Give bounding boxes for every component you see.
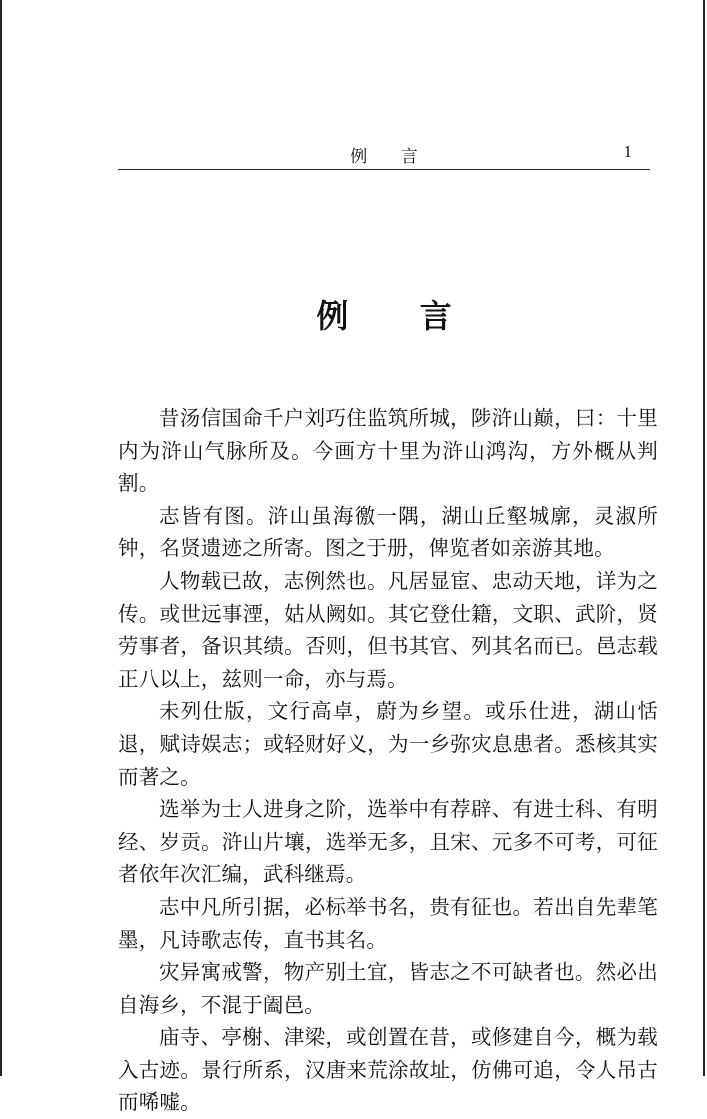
paragraph-local-worthies: 未列仕版，文行高卓，蔚为乡望。或乐仕进，湖山恬退，赋诗娱志；或轻财好义，为一乡弥灾息患者。悉核其实而著之。 — [118, 699, 658, 789]
chapter-title: 例 言 — [316, 297, 482, 336]
page-number: 1 — [623, 142, 632, 161]
body-text — [118, 402, 658, 1119]
paragraph-disasters-products: 灾异寓戒警，物产别土宜，皆志之不可缺者也。然必出自海乡，不混于阖邑。 — [118, 960, 658, 1017]
paragraph-historic-sites: 庙寺、亭榭、津梁，或创置在昔，或修建自今，概为载入古迹。景行所系，汉唐来荒涂故址，仿佛可追，令人吊古而唏嘘。 — [118, 1025, 658, 1115]
running-head-title: 例 言 — [350, 147, 432, 167]
paragraph-citations: 志中凡所引据，必标举书名，贵有征也。若出自先辈笔墨，凡诗歌志传，直书其名。 — [118, 894, 658, 952]
paragraph-biographies: 人物载已故，志例然也。凡居显宦、忠动天地，详为之传。或世远事湮，姑从阙如。其它登仕籍，文职、武阶，贤劳事者，备识其绩。否则，但书其官、列其名而已。邑志载正八以上，兹则一命，亦与焉。 — [118, 568, 658, 691]
header-rule — [118, 169, 650, 170]
paragraph-maps: 志皆有图。浒山虽海徼一隅，湖山丘壑城廓，灵淑所钟，名贤遗迹之所寄。图之于册，俾览者如亲游其地。 — [118, 503, 658, 561]
paragraph-examinations: 选举为士人进身之阶，选举中有荐辟、有进士科、有明经、岁贡。浒山片壤，选举无多，且宋、元多不可考，可征者依年次汇编，武科继焉。 — [118, 797, 658, 887]
paragraph-boundary: 昔汤信国命千户刘巧住监筑所城，陟浒山巅，曰：十里内为浒山气脉所及。今画方十里为浒山鸿沟，方外概从判割。 — [118, 406, 658, 496]
running-head — [118, 138, 650, 170]
